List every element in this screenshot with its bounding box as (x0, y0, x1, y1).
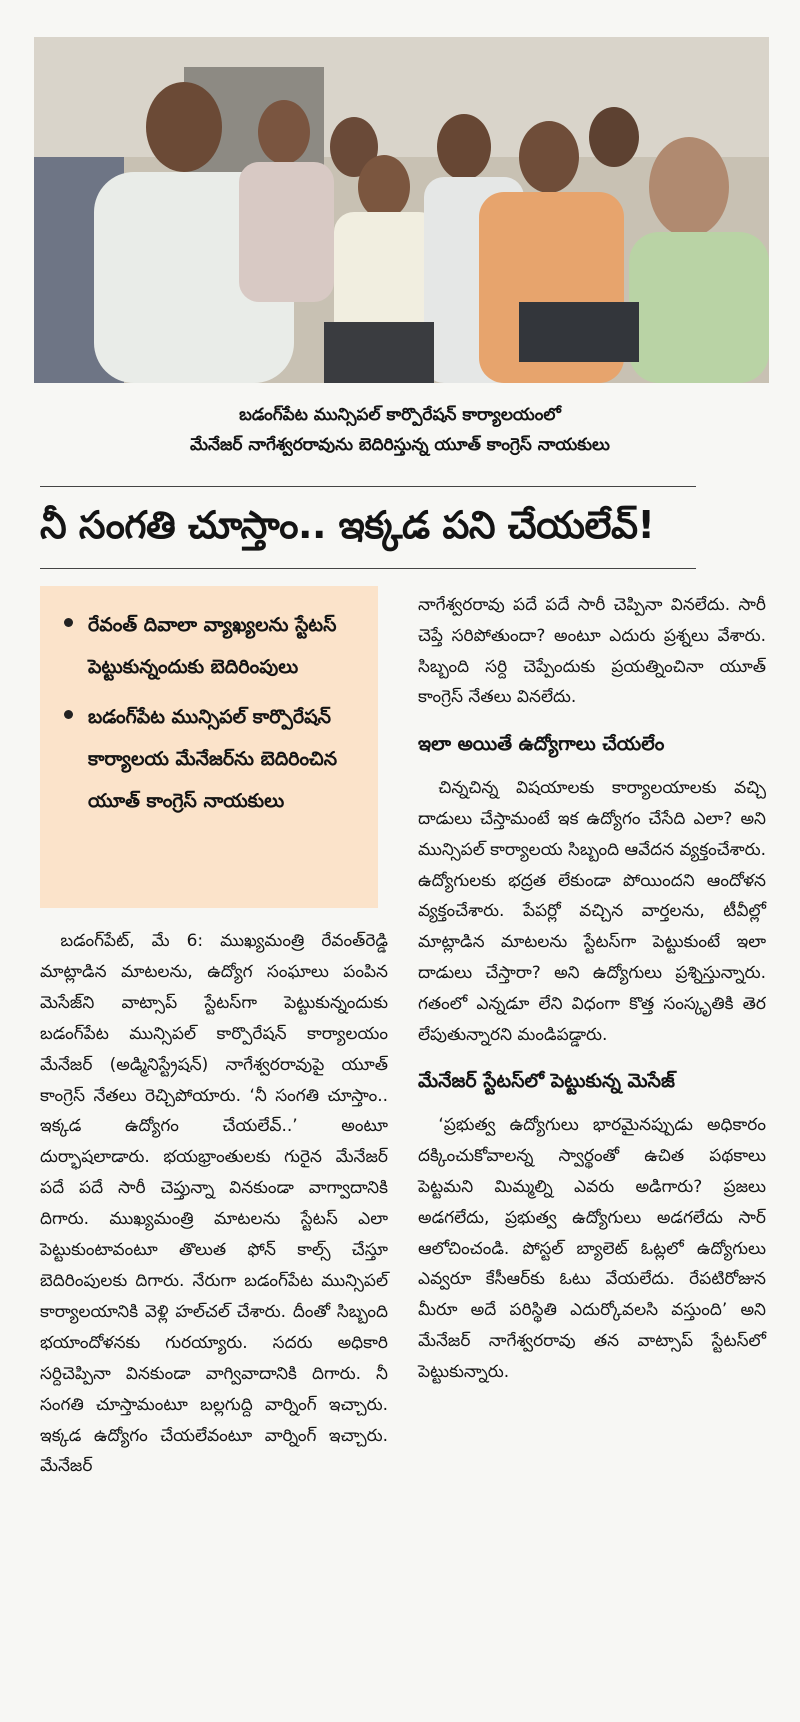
news-photo (34, 37, 769, 383)
highlight-text: రేవంత్ దివాలా వ్యాఖ్యలను స్టేటస్ పెట్టుకున్నందుకు బెదిరింపులు (88, 614, 337, 678)
article-paragraph: ‘ప్రభుత్వ ఉద్యోగులు భారమైనప్పుడు అధికారం దక్కించుకోవాలన్న స్వార్థంతో ఉచిత పథకాలు పెట్టమని మిమ్మల్ని ఎవరు అడిగారు? ప్రజలు అడగలేదు, ప్రభుత్వ ఉద్యోగులు అడగలేదు సార్ ఆలోచించండి. పోస్టల్ బ్యాలెట్ ఓట్లలో ఉద్యోగులు ఎవ్వరూ కేసీఆర్‌కు ఓటు వేయలేదు. రేపటిరోజున మీరూ అదే పరిస్థితి ఎదుర్కోవలసి వస్తుంది’ అని మేనేజర్ నాగేశ్వరరావు తన వాట్సాప్ స్టేటస్‌లో పెట్టుకున్నారు. (418, 1115, 766, 1382)
photo-illustration (34, 37, 769, 383)
headline: నీ సంగతి చూస్తాం.. ఇక్కడ పని చేయలేవ్! (40, 503, 655, 547)
caption-line-2: మేనేజర్ నాగేశ్వరరావును బెదిరిస్తున్న యూత్ కాంగ్రెస్ నాయకులు (190, 435, 610, 455)
article-paragraph: చిన్నచిన్న విషయాలకు కార్యాలయాలకు వచ్చి దాడులు చేస్తామంటే ఇక ఉద్యోగం చేసేది ఎలా? అని మున్సిపల్ కార్యాలయ సిబ్బంది ఆవేదన వ్యక్తంచేశారు. ఉద్యోగులకు భద్రత లేకుండా పోయిందని ఆందోళన వ్యక్తంచేశారు. పేపర్లో వచ్చిన వార్తలను, టీవీల్లో మాట్లాడిన మాటలను స్టేటస్‌గా పెట్టుకుంటే ఇలా దాడులు చేస్తారా? అని ఉద్యోగులు ప్రశ్నిస్తున్నారు. గతంలో ఎన్నడూ లేని విధంగా కొత్త సంస్కృతికి తెర లేపుతున్నారని మండిపడ్డారు. (418, 778, 766, 1045)
article-body-right (418, 590, 766, 1388)
article-paragraph: బడంగ్‌పేట్, మే 6: ముఖ్యమంత్రి రేవంత్‌రెడ్డి మాట్లాడిన మాటలను, ఉద్యోగ సంఘాలు పంపిన మెసేజ్‌ని వాట్సాప్ స్టేటస్‌గా పెట్టుకున్నందుకు బడంగ్‌పేట మున్సిపల్ కార్పొరేషన్ కార్యాలయం మేనేజర్ (అడ్మినిస్ట్రేషన్) నాగేశ్వరరావుపై యూత్ కాంగ్రెస్ నేతలు రెచ్చిపోయారు. ‘నీ సంగతి చూస్తాం.. ఇక్కడ ఉద్యోగం చేయలేవ్..’ అంటూ దుర్భాషలాడారు. భయభ్రాంతులకు గురైన మేనేజర్ పదే పదే సారీ చెప్తున్నా వినకుండా వాగ్వాదానికి దిగారు. ముఖ్యమంత్రి మాటలను స్టేటస్ ఎలా పెట్టుకుంటావంటూ తొలుత ఫోన్ కాల్స్ చేస్తూ బెదిరింపులకు దిగారు. నేరుగా బడంగ్‌పేట మున్సిపల్ కార్యాలయానికి వెళ్లి హల్‌చల్ చేశారు. దీంతో సిబ్బంది భయాందోళనకు గురయ్యారు. సదరు అధికారి సర్దిచెప్పినా వినకుండా వాగ్వివాదానికి దిగారు. నీ సంగతి చూస్తామంటూ బల్లగుద్ది వార్నింగ్ ఇచ్చారు. ఇక్కడ ఉద్యోగం చేయలేవంటూ వార్నింగ్ ఇచ్చారు. మేనేజర్ (40, 931, 388, 1477)
divider-top (40, 486, 696, 487)
article-paragraph: నాగేశ్వరరావు పదే పదే సారీ చెప్పినా వినలేదు. సారీ చెప్తే సరిపోతుందా? అంటూ ఎదురు ప్రశ్నలు వేశారు. సిబ్బంది సర్ది చెప్పేందుకు ప్రయత్నించినా యూత్ కాంగ్రెస్ నేతలు వినలేదు. (418, 595, 766, 708)
photo-caption (60, 400, 740, 460)
caption-line-1: బడంగ్‌పేట మున్సిపల్ కార్పొరేషన్ కార్యాలయంలో (239, 405, 561, 425)
highlights-box (40, 586, 378, 908)
highlight-text: బడంగ్‌పేట మున్సిపల్ కార్పొరేషన్ కార్యాలయ మేనేజర్‌ను బెదిరించిన యూత్ కాంగ్రెస్ నాయకులు (88, 706, 338, 812)
subheading: ఇలా అయితే ఉద్యోగాలు చేయలేం (418, 733, 665, 756)
highlight-item (58, 604, 364, 688)
article-body-left (40, 926, 388, 1482)
divider-bottom (40, 568, 696, 569)
bullet-icon (64, 710, 73, 719)
highlight-item (58, 696, 364, 822)
bullet-icon (64, 618, 73, 627)
subheading: మేనేజర్ స్టేటస్‌లో పెట్టుకున్న మెసేజ్ (418, 1070, 675, 1093)
